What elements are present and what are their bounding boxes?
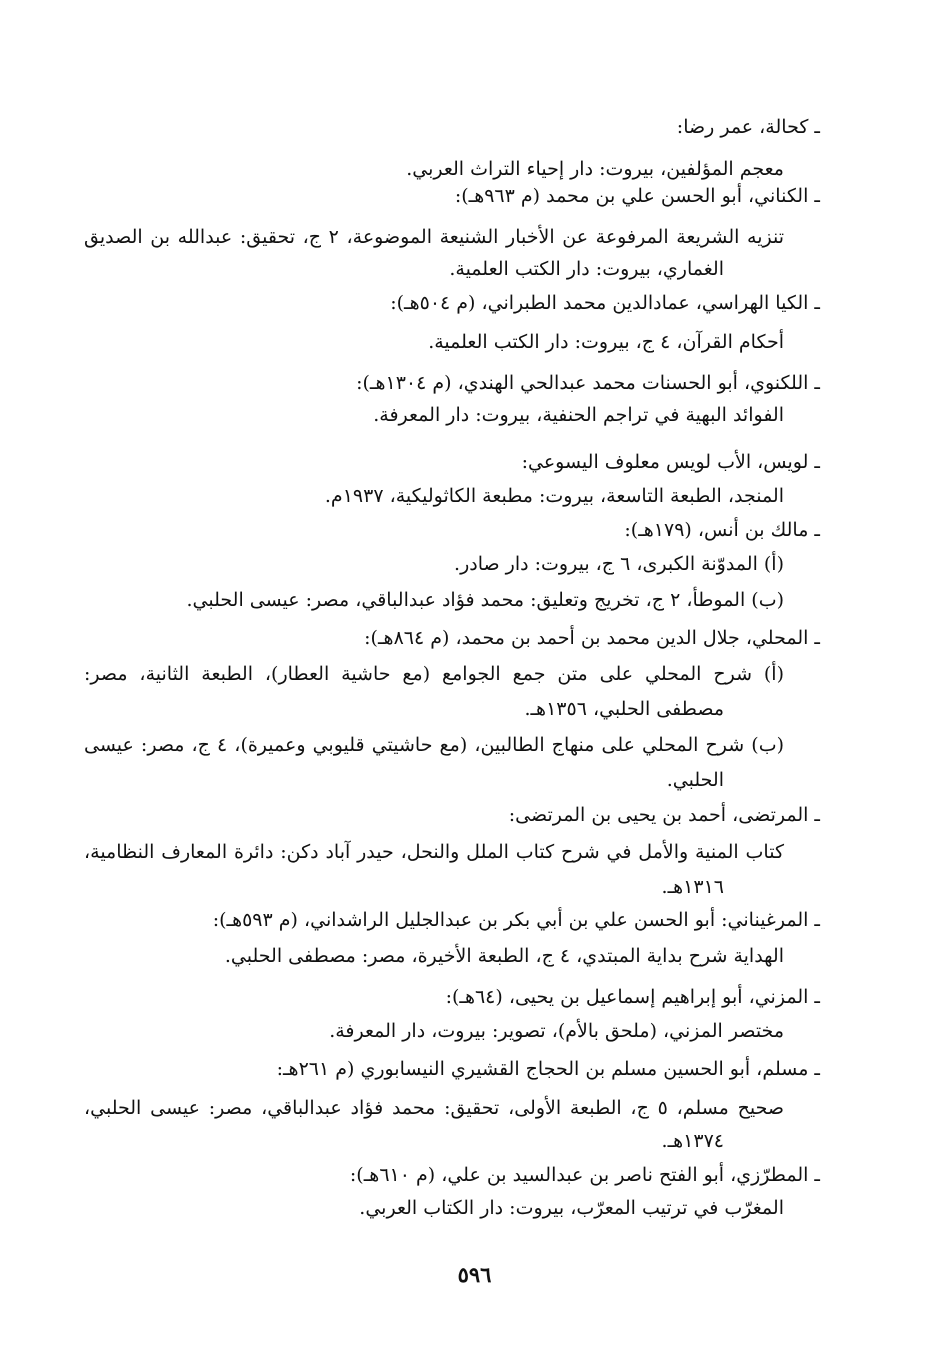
entry-heading: ـ المزني، أبو إبراهيم إسماعيل بن يحيى، (٦٤هـ): xyxy=(445,986,820,1008)
entry-heading: ـ مسلم، أبو الحسين مسلم بن الحجاج القشيري النيسابوري (م ٢٦١هـ: xyxy=(276,1058,820,1080)
entry-heading: ـ الكيا الهراسي، عمادالدين محمد الطبراني، (م ٥٠٤هـ): xyxy=(390,292,820,314)
entry-work-continued: الغماري، بيروت: دار الكتب العلمية. xyxy=(449,258,724,280)
entry-work: (أ) شرح المحلي على متن جمع الجوامع (مع حاشية العطار)، الطبعة الثانية، مصر: xyxy=(84,663,784,685)
entry-heading: ـ الكناني، أبو الحسن علي بن محمد (م ٩٦٣هـ): xyxy=(454,185,820,207)
entry-heading: ـ مالك بن أنس، (١٧٩هـ): xyxy=(624,519,820,541)
entry-heading: ـ المحلي، جلال الدين محمد بن أحمد بن محمد، (م ٨٦٤هـ): xyxy=(364,627,820,649)
entry-heading: ـ اللكنوي، أبو الحسنات محمد عبدالحي الهندي، (م ١٣٠٤هـ): xyxy=(356,372,820,394)
entry-work: المنجد، الطبعة التاسعة، بيروت: مطبعة الكاثوليكية، ١٩٣٧م. xyxy=(324,485,784,507)
entry-work-continued: ١٣١٦هـ. xyxy=(661,876,724,898)
entry-work: (ب) الموطأ، ٢ ج، تخريج وتعليق: محمد فؤاد عبدالباقي، مصر: عيسى الحلبي. xyxy=(186,589,784,611)
entry-work: الفوائد البهية في تراجم الحنفية، بيروت: دار المعرفة. xyxy=(373,404,784,426)
entry-work-continued: مصطفى الحلبي، ١٣٥٦هـ. xyxy=(524,698,724,720)
entry-heading: ـ المرغيناني: أبو الحسن علي بن أبي بكر بن عبدالجليل الراشداني، (م ٥٩٣هـ): xyxy=(212,909,820,931)
entry-work-continued: الحلبي. xyxy=(666,769,724,791)
entry-work: (ب) شرح المحلي على منهاج الطالبين، (مع حاشيتي قليوبي وعميرة)، ٤ ج، مصر: عيسى xyxy=(84,734,784,756)
entry-heading: ـ لويس، الأب لويس معلوف اليسوعي: xyxy=(521,451,820,473)
entry-work-continued: ١٣٧٤هـ. xyxy=(661,1130,724,1152)
entry-work: أحكام القرآن، ٤ ج، بيروت: دار الكتب العلمية. xyxy=(428,331,784,353)
entry-work: كتاب المنية والأمل في شرح كتاب الملل والنحل، حيدر آباد دكن: دائرة المعارف النظامية، xyxy=(84,841,784,863)
entry-work: الهداية شرح بداية المبتدي، ٤ ج، الطبعة الأخيرة، مصر: مصطفى الحلبي. xyxy=(224,945,784,967)
entry-heading: ـ كحالة، عمر رضا: xyxy=(676,116,820,138)
entry-work: صحيح مسلم، ٥ ج، الطبعة الأولى، تحقيق: محمد فؤاد عبدالباقي، مصر: عيسى الحلبي، xyxy=(84,1097,785,1119)
entry-work: تنزيه الشريعة المرفوعة عن الأخبار الشنيعة الموضوعة، ٢ ج، تحقيق: عبدالله بن الصديق xyxy=(84,226,784,248)
entry-work: (أ) المدوّنة الكبرى، ٦ ج، بيروت: دار صادر. xyxy=(454,553,784,575)
entry-work: مختصر المزني، (ملحق بالأم)، تصوير: بيروت، دار المعرفة. xyxy=(329,1020,784,1042)
entry-heading: ـ المرتضى، أحمد بن يحيى بن المرتضى: xyxy=(508,804,820,826)
page-number: ٥٩٦ xyxy=(457,1262,492,1287)
entry-heading: ـ المطرّزي، أبو الفتح ناصر بن عبدالسيد بن علي، (م ٦١٠هـ): xyxy=(349,1164,820,1186)
entry-work: المغرّب في ترتيب المعرّب، بيروت: دار الكتاب العربي. xyxy=(359,1197,784,1219)
entry-work: معجم المؤلفين، بيروت: دار إحياء التراث العربي. xyxy=(406,158,784,180)
